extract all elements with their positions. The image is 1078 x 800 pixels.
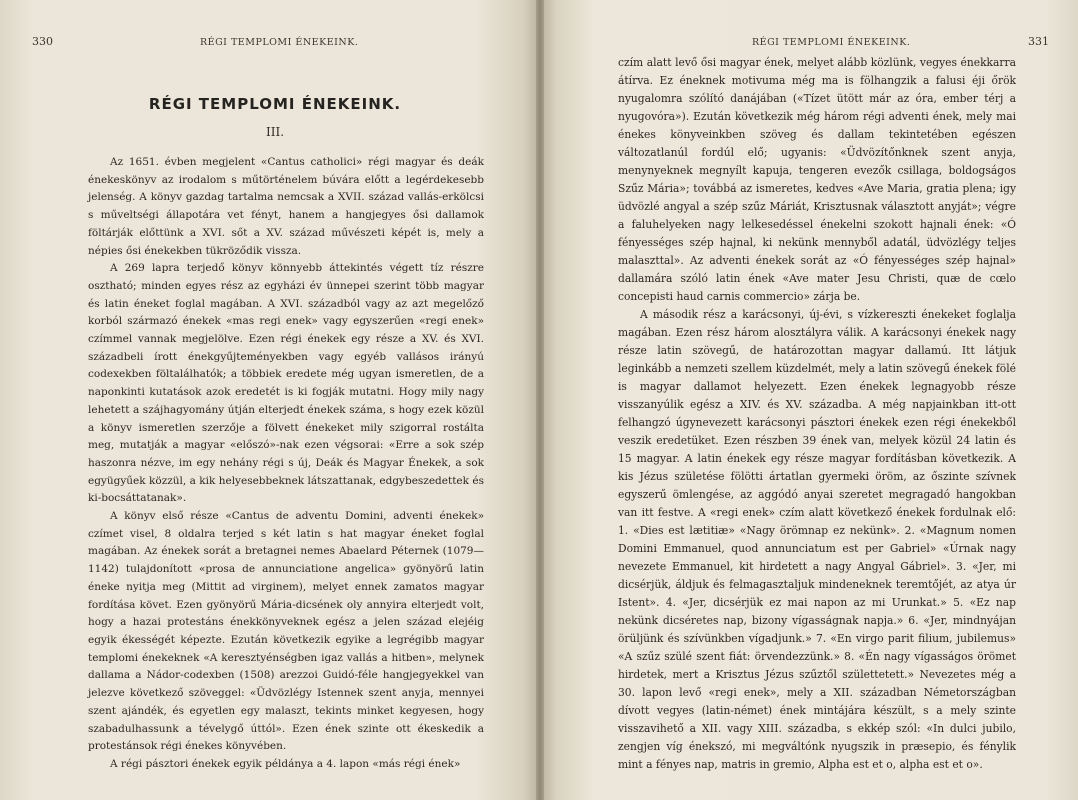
right-page	[540, 0, 1078, 800]
paragraph: A 269 lapra terjedő könyv könnyebb áttekintés végett tíz részre osztható; minden egyes rész az egyházi év ünnepei szerint több magyar és latin éneket foglal magában. A XVI. századból vagy az azt megelőző korból származó énekek «mas regi enek» vagy egyszerűen «regi enek» czímmel vannak megjelölve. Ezen régi énekek egy része a XV. és XVI. századbeli írott énekgyűjteményekben vagy egyéb vallásos irányú codexekben föltalálhatók; a többiek eredete még ugyan ismeretlen, de a naponkinti kutatások azok eredetét is ki fogják mutatni. Hogy mily nagy lehetett a szájhagyomány útján elterjedt énekek száma, s hogy ezek közül a könyv ismeretlen szerzője a fölvett énekeket mily szigorral rostálta meg, mutatják a magyar «előszó»-nak ezen végsorai: «Erre a sok szép haszonra nézve, im egy nehány régi s új, Deák és Magyar Énekek, a sok együgyűek közzül, a kik helyesebbeknek látszattanak, edgybeszedettek és ki-bocsáttatanak».	[88, 262, 484, 505]
chapter-title: RÉGI TEMPLOMI ÉNEKEINK.	[148, 95, 402, 113]
section-numeral: III.	[265, 125, 285, 139]
paragraph: czím alatt levő ősi magyar ének, melyet alább közlünk, vegyes énekkarra átírva. Ez éneknek motivuma még ma is fölhangzik a falusi éji őrök nyugalomra szólító danájában («Tízet ütött már az óra, ember térj a nyugovóra»). Ezután következik még három régi adventi ének, mely mai énekes könyveinkben szöveg és dallam tekintetében egészen változatlanúl fordúl elő; ugyanis: «Üdvözítőnknek szent anyja, menynyeknek megnyílt kapuja, tengeren evezők csillaga, boldogságos Szűz Mária»; továbbá az ismeretes, kedves «Ave Maria, gratia plena; igy üdvözlé angyal a szép szűz Máriát, Krisztusnak választott anyját»; végre a faluhelyeken nagy lelkesedéssel énekelni szokott hajnali ének: «Ó fényességes szép hajnal, ki nekünk mennyből adatál, üdvözlégy teljes malaszttal». Az adventi énekek sorát az «Ó fényességes szép hajnal» dallamára szóló latin ének «Ave mater Jesu Christi, quæ de cœlo concepisti haud carnis commercio» zárja be.	[618, 56, 1016, 303]
page-number-left: 330	[32, 35, 53, 48]
paragraph: A régi pásztori énekek egyik példánya a 4. lapon «más régi ének»	[110, 757, 461, 770]
paragraph: A második rész a karácsonyi, új-évi, s vízkereszti énekeket foglalja magában. Ezen rész három alosztályra válik. A karácsonyi énekek nagy része latin szövegű, de határozottan magyar dallamú. Itt látjuk leginkább a nemzeti szellem küzdelmét, mely a latin szövegű énekek fölé is magyar dallamot helyezett. Ezen énekek legnagyobb része visszanyúlik egész a XIV. és XV. századba. A még napjainkban itt-ott felhangzó úgynevezett karácsonyi pásztori énekek ezen régi énekekből veszik eredetüket. Ezen részben 39 ének van, melyek közül 24 latin és 15 magyar. A latin énekek egy része magyar fordításban következik. A kis Jézus születése fölötti ártatlan gyermeki öröm, az őszinte szívnek egyszerű ömlengése, az aggódó anyai szeretet megragadó hangokban van itt festve. A «regi enek» czím alatt következő énekek fordulnak elő: 1. «Dies est lætitiæ» «Nagy örömnap ez nekünk». 2. «Magnum nomen Domini Emmanuel, quod annunciatum est per Gabriel» «Úrnak nagy nevezete Emmanuel, kit hirdetett a nagy Angyal Gábriel». 3. «Jer, mi dicsérjük, áldjuk és felmagasztaljuk mindeneknek teremtőjét, az atya úr Istent». 4. «Jer, dicsérjük ez mai napon az mi Urunkat.» 5. «Ez nap nekünk dicséretes nap, bizony vígasságnak napja.» 6. «Jer, mindnyájan örüljünk és szívünkben vígadjunk.» 7. «En virgo parit filium, jubilemus» «A szűz szülé szent fiát: örvendezzünk.» 8. «Én nagy vígasságos örömet hirdetek, mert a Krisztus Jézus szűztől születtetett.» Nevezetes még a 30. lapon levő «regi enek», mely a XII. században Németországban dívott vegyes (latin-német) ének mintájára készült, s a mely szinte visszavihető a XII. vagy XIII. századba, s ekkép szól: «In dulci jubilo, zengjen víg énekszó, mi megváltónk nyugszik in præsepio, és fénylik mint a fényes nap, matris in gremio, Alpha est et o, alpha est et o».	[618, 308, 1016, 771]
page-number-right: 331	[1028, 35, 1049, 48]
running-head-left: RÉGI TEMPLOMI ÉNEKEINK.	[200, 37, 359, 48]
paragraph: Az 1651. évben megjelent «Cantus catholici» régi magyar és deák énekeskönyv az irodalom s műtörténelem búvára előtt a legérdekesebb jelenség. A könyv gazdag tartalma nemcsak a XVII. század vallás-erkölcsi s műveltségi állapotára vet fényt, hanem a hangjegyes ősi dallamok föltárják előttünk a XVI. sőt a XV. század művészeti képét is, mely a népies ősi énekekben tükröződik vissza.	[88, 156, 484, 257]
book-gutter	[536, 0, 544, 800]
paragraph: A könyv első része «Cantus de adventu Domini, adventi énekek» czímet visel, 8 oldalra terjed s két latin s hat magyar éneket foglal magában. Az énekek sorát a bretagnei nemes Abaelard Péternek (1079—1142) tulajdonított «prosa de annunciatione angelica» gyönyörű latin éneke nyitja meg (Mittit ad virginem), melyet ennek zamatos magyar fordítása követ. Ezen gyönyörű Mária-dicsének oly annyira elterjedt volt, hogy a hazai protestáns énekkönyveknek egész a jelen század elejéig egyik ékességét képezte. Ezután következik egyike a legrégibb magyar templomi énekeknek «A keresztyénségben igaz vallás a hitben», melynek dallama a Nádor-codexben (1508) arezzoi Guidó-féle hangjegyekkel van jelezve következő szöveggel: «Üdvözlégy Istennek szent anyja, mennyei szent ajándék, és egyetlen egy malaszt, tekints minket kegyesen, hogy szabadulhassunk a tévelygő úttól». Ezen ének szinte ott ékeskedik a protestánsok régi énekes könyvében.	[88, 510, 484, 753]
running-head-right: RÉGI TEMPLOMI ÉNEKEINK.	[752, 37, 911, 48]
left-page-text	[88, 154, 484, 774]
right-page-text	[618, 54, 1016, 774]
